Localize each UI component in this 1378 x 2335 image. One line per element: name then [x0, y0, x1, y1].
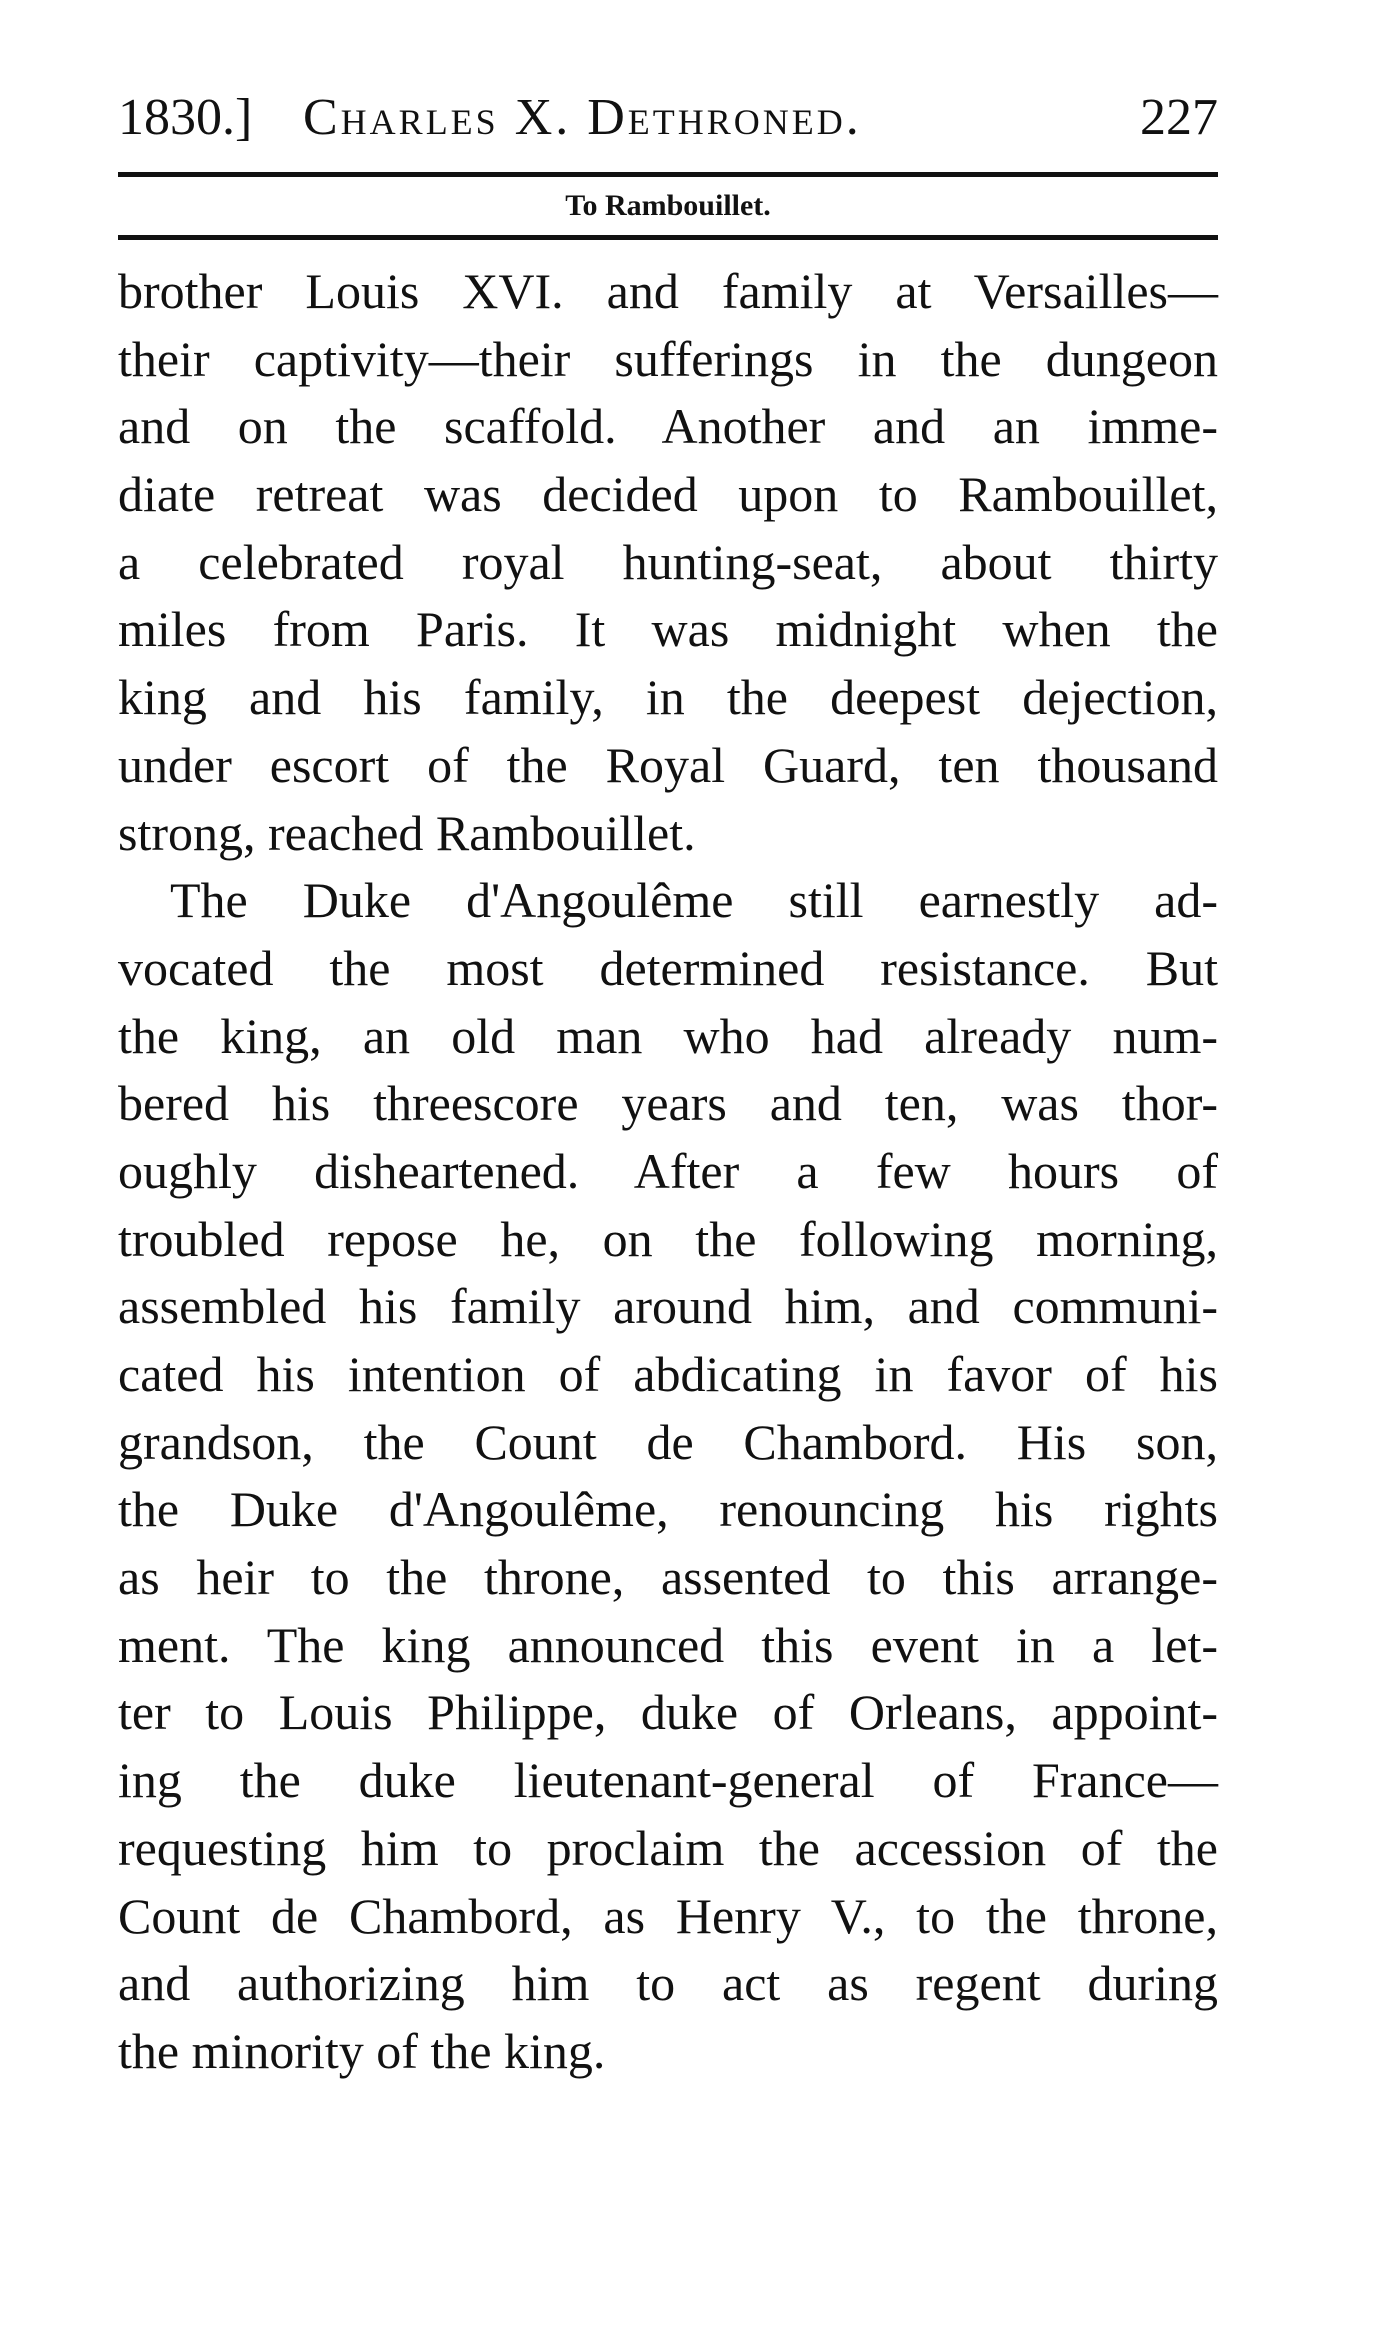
- text-line: assembled his family around him, and communi-: [118, 1278, 1218, 1335]
- header-chapter-title: Charles X. Dethroned.: [303, 89, 862, 146]
- text-line: king and his family, in the deepest dejection,: [118, 669, 1218, 726]
- text-line: a celebrated royal hunting-seat, about thirty: [118, 533, 1218, 590]
- body-text: [118, 258, 1218, 2086]
- header-year: 1830.]: [118, 89, 253, 146]
- text-line: requesting him to proclaim the accession of the: [118, 1819, 1218, 1876]
- text-line: vocated the most determined resistance. But: [118, 939, 1218, 996]
- text-line: cated his intention of abdicating in favor of his: [118, 1346, 1218, 1402]
- text-line: the minority of the king.: [118, 2022, 606, 2079]
- text-line: grandson, the Count de Chambord. His son,: [118, 1413, 1218, 1470]
- text-line: ment. The king announced this event in a let-: [118, 1616, 1218, 1673]
- text-line: and on the scaffold. Another and an imme-: [118, 398, 1218, 455]
- text-line: under escort of the Royal Guard, ten thousand: [118, 736, 1218, 793]
- text-line: diate retreat was decided upon to Rambouillet,: [118, 466, 1218, 523]
- text-line: troubled repose he, on the following morning,: [118, 1210, 1218, 1267]
- text-line: miles from Paris. It was midnight when the: [118, 601, 1218, 658]
- text-line: the Duke d'Angoulême, renouncing his rights: [118, 1481, 1218, 1538]
- text-line: ter to Louis Philippe, duke of Orleans, appoint-: [118, 1684, 1218, 1741]
- running-header: [118, 78, 1218, 158]
- page-number: 227: [1140, 89, 1218, 146]
- text-line: oughly disheartened. After a few hours of: [118, 1142, 1218, 1199]
- section-subheading: To Rambouillet.: [565, 189, 771, 222]
- header-rule-bottom: [118, 235, 1218, 240]
- header-rule-top: [118, 172, 1218, 177]
- text-line: as heir to the throne, assented to this arrange-: [118, 1549, 1218, 1606]
- text-line: their captivity—their sufferings in the dungeon: [118, 330, 1218, 387]
- text-line: the king, an old man who had already num-: [118, 1007, 1218, 1064]
- text-line: bered his threescore years and ten, was thor-: [118, 1075, 1218, 1132]
- text-line: strong, reached Rambouillet.: [118, 804, 696, 861]
- text-line: The Duke d'Angoulême still earnestly ad-: [170, 872, 1218, 929]
- text-line: ing the duke lieutenant-general of France—: [118, 1752, 1218, 1809]
- text-line: brother Louis XVI. and family at Versailles—: [118, 263, 1218, 319]
- text-line: Count de Chambord, as Henry V., to the throne,: [118, 1887, 1218, 1944]
- text-line: and authorizing him to act as regent during: [118, 1955, 1218, 2012]
